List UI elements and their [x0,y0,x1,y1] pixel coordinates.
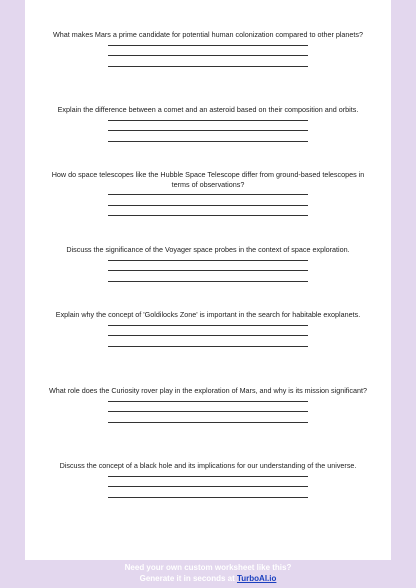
answer-lines [25,120,391,142]
promo-line-2 [0,573,416,584]
answer-line[interactable] [108,422,308,423]
answer-line[interactable] [108,194,308,195]
answer-lines [25,401,391,423]
answer-line[interactable] [108,401,308,402]
answer-lines [25,476,391,498]
question-text: Explain why the concept of 'Goldilocks Zone' is important in the search for habitable exoplanets. [55,310,361,319]
question-text: Discuss the significance of the Voyager space probes in the context of space exploration. [66,245,350,254]
answer-line[interactable] [108,215,308,216]
worksheet-page [25,0,391,560]
answer-line[interactable] [108,45,308,46]
question-4 [25,245,391,291]
answer-line[interactable] [108,281,308,282]
question-2 [25,105,391,151]
answer-line[interactable] [108,325,308,326]
question-text: What makes Mars a prime candidate for potential human colonization compared to other planets? [52,30,364,39]
answer-line[interactable] [108,260,308,261]
answer-line[interactable] [108,497,308,498]
answer-line[interactable] [108,55,308,56]
question-3 [25,170,391,226]
answer-line[interactable] [108,120,308,121]
answer-line[interactable] [108,270,308,271]
question-text: How do space telescopes like the Hubble Space Telescope differ from ground-based telescopes in terms of observations? [51,170,365,189]
question-text: Explain the difference between a comet and an asteroid based on their composition and orbits. [57,105,359,114]
answer-line[interactable] [108,411,308,412]
answer-line[interactable] [108,486,308,487]
answer-lines [25,194,391,216]
turboai-link[interactable]: TurboAI.io [236,574,277,583]
question-1 [25,30,391,76]
promo-text: Generate it in seconds at [139,574,237,583]
question-6 [25,386,391,432]
question-text: Discuss the concept of a black hole and its implications for our understanding of the universe. [59,461,357,470]
answer-line[interactable] [108,141,308,142]
question-text: What role does the Curiosity rover play in the exploration of Mars, and why is its mission significant? [49,386,367,395]
promo-line: Need your own custom worksheet like this? [124,563,292,572]
answer-line[interactable] [108,66,308,67]
answer-line[interactable] [108,205,308,206]
answer-lines [25,260,391,282]
answer-line[interactable] [108,130,308,131]
answer-line[interactable] [108,335,308,336]
answer-line[interactable] [108,476,308,477]
answer-lines [25,325,391,347]
answer-line[interactable] [108,346,308,347]
question-7 [25,461,391,507]
answer-lines [25,45,391,67]
promo-footer [0,562,416,584]
question-5 [25,310,391,356]
